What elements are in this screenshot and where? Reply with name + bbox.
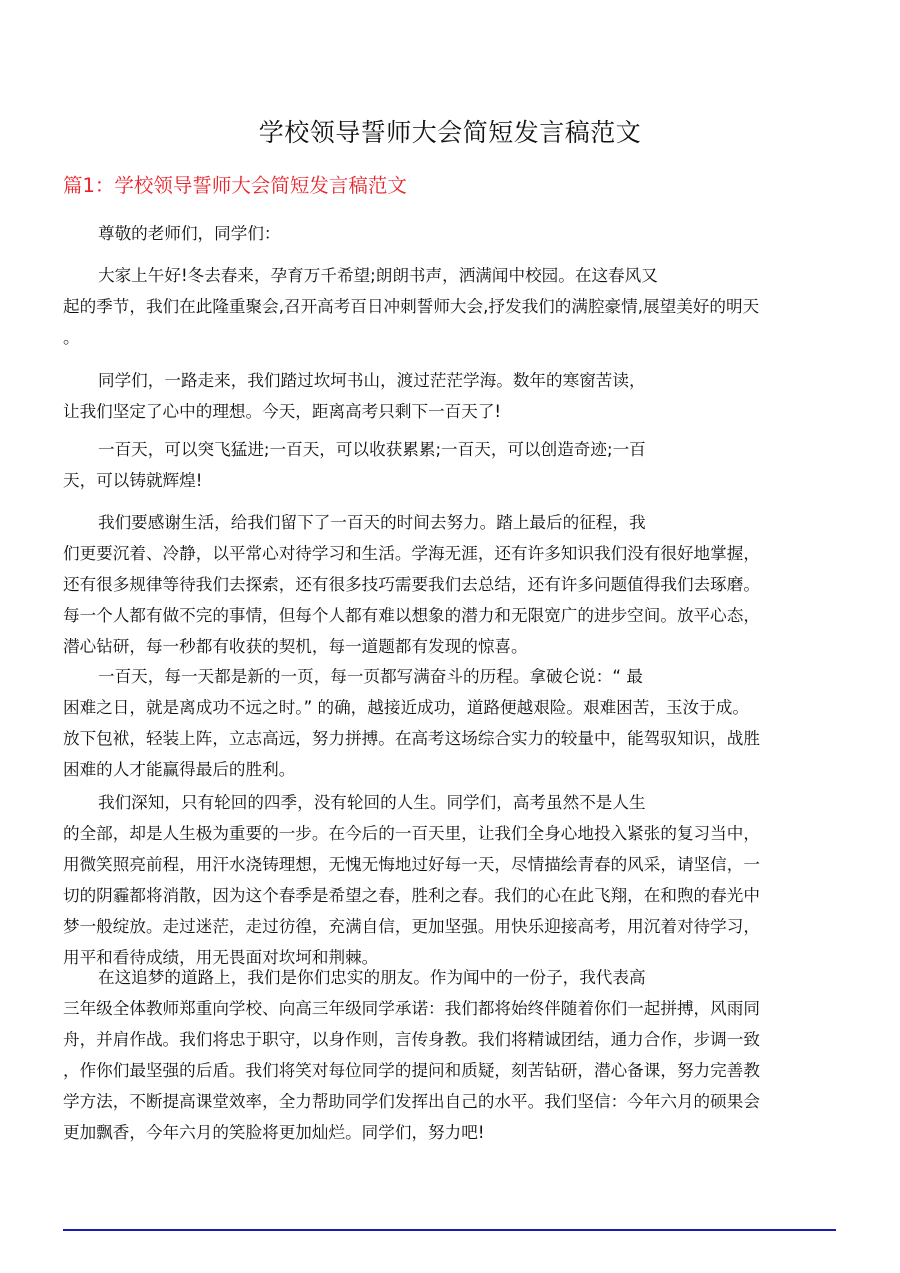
paragraph-line: 。: [63, 328, 80, 347]
paragraph-3: [63, 434, 843, 496]
paragraph-line: 困难之日，就是离成功不远之时。” 的确，越接近成功，道路便越艰险。艰难困苦，玉汝于成。: [63, 698, 749, 717]
paragraph-line: 让我们坚定了心中的理想。今天，距离高考只剩下一百天了!: [63, 402, 502, 421]
paragraph-line: 还有很多规律等待我们去探索，还有很多技巧需要我们去总结，还有许多问题值得我们去琢磨。: [63, 575, 760, 594]
paragraph-2: [63, 365, 843, 427]
paragraph-6: [63, 787, 843, 973]
paragraph-1: [63, 260, 843, 353]
paragraph-line: 用微笑照亮前程，用汗水浇铸理想，无愧无悔地过好每一天，尽情描绘青春的风采，请坚信，一: [63, 855, 760, 874]
paragraph-line: 潜心钻研，每一秒都有收获的契机，每一道题都有发现的惊喜。: [63, 637, 528, 656]
paragraph-4: [63, 507, 843, 662]
paragraph-line: 更加飘香，今年六月的笑脸将更加灿烂。同学们，努力吧!: [63, 1123, 485, 1142]
paragraph-line: 一百天，可以突飞猛进;一百天，可以收获累累;一百天，可以创造奇迹;一百: [98, 440, 646, 459]
paragraph-line: 梦一般绽放。走过迷茫，走过彷徨，充满自信，更加坚强。用快乐迎接高考，用沉着对待学习，: [63, 917, 760, 936]
paragraph-line: 学方法，不断提高课堂效率，全力帮助同学们发挥出自己的水平。我们坚信：今年六月的硕果会: [63, 1092, 760, 1111]
paragraph-line: 一百天，每一天都是新的一页，每一页都写满奋斗的历程。拿破仑说：“ 最: [98, 667, 643, 686]
paragraph-greeting: [63, 218, 843, 249]
paragraph-line: 每一个人都有做不完的事情，但每个人都有难以想象的潜力和无限宽广的进步空间。放平心态，: [63, 606, 760, 625]
paragraph-line: ，作你们最坚强的后盾。我们将笑对每位同学的提问和质疑，刻苦钻研，潜心备课，努力完善教: [63, 1061, 760, 1080]
page-title: 学校领导誓师大会简短发言稿范文: [258, 118, 642, 147]
paragraph-line: 起的季节，我们在此隆重聚会,召开高考百日冲刺誓师大会,抒发我们的满腔豪情,展望美好的明天: [63, 297, 760, 316]
paragraph-line: 同学们，一路走来，我们踏过坎坷书山，渡过茫茫学海。数年的寒窗苦读，: [98, 371, 646, 390]
paragraph-line: 困难的人才能赢得最后的胜利。: [63, 760, 296, 779]
footer-divider: [63, 1229, 836, 1231]
paragraph-line: 我们深知，只有轮回的四季，没有轮回的人生。同学们，高考虽然不是人生: [98, 793, 646, 812]
paragraph-line: 切的阴霾都将消散，因为这个春季是希望之春，胜利之春。我们的心在此飞翔，在和煦的春光中: [63, 886, 760, 905]
section-heading: 篇1：学校领导誓师大会简短发言稿范文: [63, 174, 407, 197]
paragraph-line: 三年级全体教师郑重向学校、向高三年级同学承诺：我们都将始终伴随着你们一起拼搏，风雨同: [63, 999, 760, 1018]
paragraph-line: 们更要沉着、冷静，以平常心对待学习和生活。学海无涯，还有许多知识我们没有很好地掌握，: [63, 544, 760, 563]
paragraph-line: 尊敬的老师们，同学们：: [98, 224, 281, 243]
paragraph-line: 放下包袱，轻装上阵，立志高远，努力拼搏。在高考这场综合实力的较量中，能驾驭知识，战胜: [63, 729, 760, 748]
paragraph-7: [63, 962, 843, 1148]
paragraph-line: 的全部，却是人生极为重要的一步。在今后的一百天里，让我们全身心地投入紧张的复习当中，: [63, 824, 760, 843]
paragraph-line: 我们要感谢生活，给我们留下了一百天的时间去努力。踏上最后的征程，我: [98, 513, 646, 532]
paragraph-line: 用平和看待成绩，用无畏面对坎坷和荆棘。: [63, 948, 379, 967]
paragraph-line: 在这追梦的道路上，我们是你们忠实的朋友。作为闻中的一份子，我代表高: [98, 968, 646, 987]
paragraph-line: 大家上午好!冬去春来，孕育万千希望;朗朗书声，洒满闻中校园。在这春风又: [98, 266, 658, 285]
paragraph-line: 舟，并肩作战。我们将忠于职守，以身作则，言传身教。我们将精诚团结，通力合作，步调一致: [63, 1030, 760, 1049]
paragraph-5: [63, 661, 843, 785]
paragraph-line: 天，可以铸就辉煌!: [63, 471, 203, 490]
